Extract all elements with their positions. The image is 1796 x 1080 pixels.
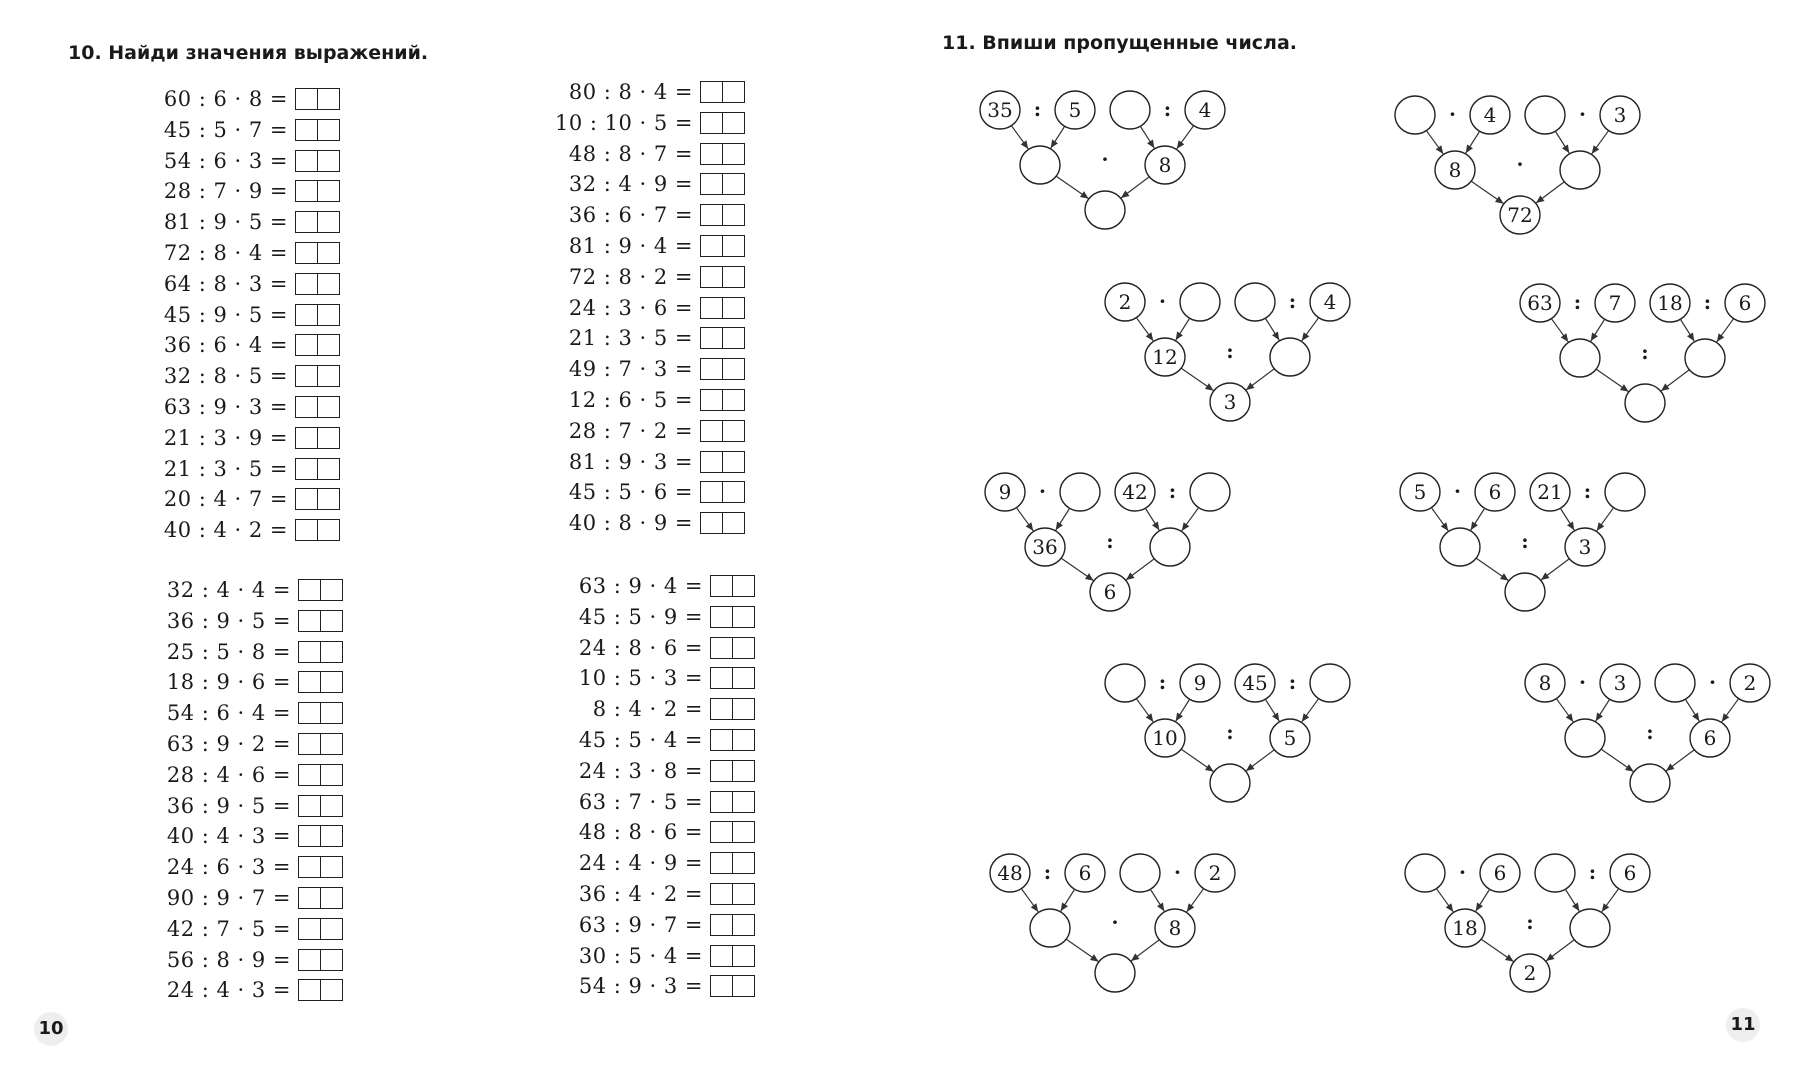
tree-operator: :	[1226, 339, 1234, 363]
tree-node-blank[interactable]	[1685, 339, 1725, 377]
tree-arrowhead	[1246, 382, 1255, 390]
expression-text: 36 : 4 · 2 =	[578, 882, 703, 906]
tree-arrowhead	[1061, 902, 1068, 911]
expression-text: 21 : 3 · 9 =	[163, 425, 288, 450]
tree-arrowhead	[1566, 713, 1574, 722]
tree-arrowhead	[1031, 903, 1039, 912]
tree-arrowhead	[1591, 332, 1598, 341]
tree-node-value: 18	[1452, 916, 1478, 940]
tree-node-value: 12	[1152, 345, 1178, 369]
expression-text: 63 : 9 · 3 =	[163, 395, 288, 419]
tree-arrowhead	[1666, 763, 1675, 771]
number-tree	[1405, 854, 1650, 992]
tree-node-blank[interactable]	[1030, 909, 1070, 947]
tree-arrowhead	[1302, 713, 1310, 722]
expression-text: 24 : 8 · 6 =	[578, 635, 703, 660]
tree-operator: :	[1583, 479, 1592, 503]
number-tree	[985, 473, 1230, 611]
expression-text: 24 : 3 · 6 =	[568, 295, 693, 320]
tree-operator: :	[1288, 289, 1297, 313]
tree-node-value: 8	[1168, 916, 1182, 940]
tree-operator: :	[1033, 97, 1042, 121]
expression-text: 36 : 6 · 7 =	[568, 203, 693, 228]
number-tree	[1105, 283, 1350, 421]
number-tree	[1400, 473, 1645, 611]
expression-text: 49 : 7 · 3 =	[568, 357, 693, 382]
expression-text: 54 : 6 · 3 =	[163, 148, 288, 173]
tree-node-blank[interactable]	[1565, 719, 1605, 757]
tree-operator: ·	[1516, 152, 1524, 176]
tree-operator: ·	[1111, 910, 1119, 934]
tree-node-value: 2	[1208, 861, 1222, 885]
expression-text: 60 : 6 · 8 =	[163, 87, 288, 111]
tree-node-value: 2	[1743, 671, 1757, 695]
tree-node-value: 3	[1613, 103, 1627, 127]
tree-arrowhead	[1567, 521, 1574, 530]
tree-arrowhead	[1441, 522, 1449, 531]
expression-text: 72 : 8 · 2 =	[568, 264, 693, 289]
tree-node-blank[interactable]	[1270, 338, 1310, 376]
tree-node-value: 72	[1507, 203, 1533, 227]
tree-node-blank[interactable]	[1560, 339, 1600, 377]
tree-node-value: 8	[1448, 158, 1462, 182]
tree-node-blank[interactable]	[1210, 764, 1250, 802]
tree-node-blank[interactable]	[1560, 151, 1600, 189]
number-tree	[990, 854, 1235, 992]
tree-arrowhead	[1495, 196, 1504, 203]
expression-text: 32 : 4 · 9 =	[568, 172, 693, 197]
tree-arrowhead	[1302, 332, 1310, 341]
tree-arrowhead	[1592, 145, 1600, 154]
expression-text: 20 : 4 · 7 =	[163, 487, 288, 512]
task-11-title: 11. Впиши пропущенные числа.	[942, 32, 1297, 54]
tree-operator: :	[1168, 479, 1177, 503]
tree-arrowhead	[1205, 764, 1214, 771]
tree-node-value: 4	[1198, 98, 1212, 122]
expression-text: 28 : 7 · 9 =	[163, 179, 288, 204]
expression-text: 32 : 8 · 5 =	[163, 364, 288, 389]
expression-text: 45 : 5 · 9 =	[578, 604, 703, 629]
tree-arrowhead	[1272, 712, 1279, 721]
tree-arrowhead	[1157, 902, 1164, 911]
tree-node-blank[interactable]	[1630, 764, 1670, 802]
tree-arrowhead	[1466, 144, 1473, 153]
tree-operator: :	[1158, 670, 1167, 694]
tree-arrowhead	[1056, 521, 1063, 530]
tree-arrowhead	[1546, 953, 1555, 961]
tree-node-blank[interactable]	[1405, 854, 1445, 892]
tree-node-blank[interactable]	[1235, 283, 1275, 321]
tree-node-value: 6	[1703, 726, 1717, 750]
tree-node-blank[interactable]	[1190, 473, 1230, 511]
number-tree	[1105, 664, 1350, 802]
tree-node-value: 6	[1493, 861, 1507, 885]
tree-node-value: 2	[1118, 290, 1132, 314]
tree-arrowhead	[1147, 139, 1154, 148]
tree-node-blank[interactable]	[1655, 664, 1695, 702]
expression-text: 24 : 4 · 3 =	[166, 978, 291, 1003]
expression-text: 36 : 9 · 5 =	[166, 608, 291, 633]
tree-node-value: 9	[998, 480, 1012, 504]
tree-operator: ·	[1159, 289, 1166, 313]
expression-text: 21 : 3 · 5 =	[163, 456, 288, 481]
tree-node-value: 63	[1527, 291, 1553, 315]
expression-text: 54 : 6 · 4 =	[166, 701, 291, 726]
tree-node-value: 8	[1538, 671, 1552, 695]
expression-text: 10 : 10 · 5 =	[554, 110, 693, 135]
tree-operator: ·	[1579, 102, 1586, 126]
tree-operator: :	[1573, 290, 1582, 314]
tree-node-blank[interactable]	[1060, 473, 1100, 511]
expression-text: 81 : 9 · 3 =	[568, 449, 693, 474]
tree-arrowhead	[1146, 713, 1154, 722]
tree-arrowhead	[1272, 331, 1279, 340]
tree-arrowhead	[1152, 521, 1159, 530]
tree-arrowhead	[1246, 763, 1255, 771]
expression-text: 25 : 5 · 8 =	[166, 639, 291, 664]
tree-operator: ·	[1579, 670, 1586, 694]
tree-node-blank[interactable]	[1120, 854, 1160, 892]
tree-node-value: 4	[1323, 290, 1337, 314]
tree-operator: ·	[1039, 479, 1046, 503]
tree-operator: ·	[1709, 670, 1716, 694]
expression-text: 45 : 5 · 7 =	[163, 117, 288, 142]
expression-text: 81 : 9 · 5 =	[163, 210, 288, 235]
tree-arrowhead	[1080, 191, 1089, 198]
tree-arrowhead	[1661, 383, 1670, 391]
tree-node-value: 21	[1537, 480, 1563, 504]
tree-arrowhead	[1597, 522, 1605, 531]
tree-arrowhead	[1722, 713, 1730, 722]
tree-node-blank[interactable]	[1020, 146, 1060, 184]
tree-node-value: 10	[1152, 726, 1178, 750]
expression-text: 40 : 4 · 2 =	[163, 518, 288, 543]
tree-arrowhead	[1205, 383, 1214, 390]
expression-text: 64 : 8 · 3 =	[163, 271, 288, 296]
expression-text: 30 : 5 · 4 =	[578, 943, 703, 968]
tree-node-value: 6	[1738, 291, 1752, 315]
tree-arrowhead	[1131, 953, 1140, 961]
tree-arrowhead	[1620, 384, 1629, 391]
tree-arrowhead	[1126, 572, 1135, 580]
expression-text: 63 : 9 · 2 =	[166, 732, 291, 756]
expression-text: 24 : 3 · 8 =	[578, 758, 703, 783]
tree-node-blank[interactable]	[1110, 91, 1150, 129]
expression-text: 48 : 8 · 7 =	[568, 141, 693, 166]
tree-node-blank[interactable]	[1625, 384, 1665, 422]
expression-text: 12 : 6 · 5 =	[568, 388, 693, 412]
tree-node-blank[interactable]	[1570, 909, 1610, 947]
tree-node-blank[interactable]	[1095, 954, 1135, 992]
tree-arrowhead	[1717, 333, 1725, 342]
tree-arrowhead	[1541, 572, 1550, 580]
tree-node-value: 36	[1032, 535, 1058, 559]
expression-text: 80 : 8 · 4 =	[568, 80, 693, 104]
expression-text: 63 : 7 · 5 =	[578, 789, 703, 814]
expression-text: 72 : 8 · 4 =	[163, 241, 288, 265]
expression-text: 48 : 8 · 6 =	[578, 820, 703, 845]
tree-node-value: 3	[1578, 535, 1592, 559]
tree-arrowhead	[1176, 712, 1183, 721]
expression-text: 10 : 5 · 3 =	[578, 666, 703, 691]
expression-text: 18 : 9 · 6 =	[166, 670, 291, 695]
tree-arrowhead	[1561, 333, 1569, 342]
tree-node-blank[interactable]	[1085, 191, 1125, 229]
tree-node-blank[interactable]	[1395, 96, 1435, 134]
tree-arrowhead	[1021, 140, 1029, 149]
tree-arrowhead	[1572, 902, 1579, 911]
tree-arrowhead	[1436, 145, 1444, 154]
page-number-right: 11	[1726, 1008, 1760, 1042]
task-10-title: 10. Найди значения выражений.	[68, 42, 429, 64]
tree-node-value: 6	[1488, 480, 1502, 504]
tree-arrowhead	[1146, 332, 1154, 341]
tree-node-value: 6	[1078, 861, 1092, 885]
tree-node-value: 42	[1122, 480, 1148, 504]
tree-node-value: 6	[1623, 861, 1637, 885]
expression-text: 40 : 4 · 3 =	[166, 824, 291, 849]
tree-arrowhead	[1625, 764, 1634, 771]
tree-node-value: 48	[997, 861, 1023, 885]
tree-node-blank[interactable]	[1310, 664, 1350, 702]
tree-operator: :	[1106, 529, 1114, 553]
number-tree	[1520, 284, 1765, 422]
tree-operator: :	[1588, 860, 1597, 884]
tree-node-blank[interactable]	[1605, 473, 1645, 511]
expression-text: 54 : 9 · 3 =	[578, 974, 703, 999]
tree-node-value: 35	[987, 98, 1013, 122]
tree-operator: :	[1163, 97, 1172, 121]
expression-text: 36 : 9 · 5 =	[166, 793, 291, 818]
tree-arrowhead	[1446, 903, 1454, 912]
expression-text: 28 : 7 · 2 =	[568, 418, 693, 443]
tree-node-blank[interactable]	[1105, 664, 1145, 702]
tree-arrowhead	[1085, 573, 1094, 580]
tree-operator: :	[1646, 720, 1654, 744]
tree-operator: ·	[1454, 479, 1461, 503]
tree-arrowhead	[1026, 522, 1034, 531]
expression-text: 32 : 4 · 4 =	[166, 578, 291, 602]
number-tree	[1525, 664, 1770, 802]
tree-arrowhead	[1177, 140, 1185, 149]
expression-text: 56 : 8 · 9 =	[166, 947, 291, 972]
expression-text: 42 : 7 · 5 =	[166, 916, 291, 941]
tree-arrowhead	[1500, 573, 1509, 580]
tree-arrowhead	[1562, 144, 1569, 153]
tree-node-value: 7	[1608, 291, 1622, 315]
tree-arrowhead	[1596, 712, 1603, 721]
expression-text: 21 : 3 · 5 =	[568, 326, 693, 351]
expression-text: 8 : 4 · 2 =	[592, 697, 703, 722]
tree-node-blank[interactable]	[1150, 528, 1190, 566]
tree-node-value: 6	[1103, 580, 1117, 604]
tree-operator: :	[1521, 529, 1529, 553]
expression-text: 45 : 5 · 4 =	[578, 728, 703, 752]
tree-operator: ·	[1449, 102, 1456, 126]
tree-arrowhead	[1121, 190, 1130, 198]
tree-node-value: 3	[1223, 390, 1237, 414]
number-tree	[980, 91, 1225, 229]
tree-node-value: 5	[1413, 480, 1427, 504]
expression-text: 63 : 9 · 4 =	[578, 574, 703, 598]
tree-arrowhead	[1692, 712, 1699, 721]
expression-text: 45 : 5 · 6 =	[568, 480, 693, 505]
tree-node-value: 5	[1283, 726, 1297, 750]
page-number-left: 10	[34, 1012, 68, 1046]
expression-text: 45 : 9 · 5 =	[163, 302, 288, 327]
tree-operator: :	[1641, 340, 1649, 364]
tree-arrowhead	[1505, 954, 1514, 961]
tree-operator: :	[1703, 290, 1712, 314]
expression-text: 36 : 6 · 4 =	[163, 333, 288, 358]
tree-node-blank[interactable]	[1525, 96, 1565, 134]
tree-arrowhead	[1536, 195, 1545, 203]
expression-text: 40 : 8 · 9 =	[568, 511, 693, 536]
tree-arrowhead	[1476, 902, 1483, 911]
tree-node-value: 8	[1158, 153, 1172, 177]
tree-node-value: 18	[1657, 291, 1683, 315]
expression-text: 63 : 9 · 7 =	[578, 912, 703, 937]
tree-arrowhead	[1051, 139, 1058, 148]
expression-text: 90 : 9 · 7 =	[166, 886, 291, 910]
tree-arrowhead	[1187, 903, 1195, 912]
tree-operator: :	[1226, 720, 1234, 744]
tree-arrowhead	[1471, 521, 1478, 530]
tree-arrowhead	[1182, 522, 1190, 531]
tree-node-blank[interactable]	[1440, 528, 1480, 566]
tree-operator: :	[1526, 910, 1534, 934]
tree-operator: :	[1043, 860, 1052, 884]
expression-text: 28 : 4 · 6 =	[166, 762, 291, 787]
tree-node-blank[interactable]	[1535, 854, 1575, 892]
tree-node-value: 3	[1613, 671, 1627, 695]
expression-text: 24 : 6 · 3 =	[166, 855, 291, 880]
tree-operator: ·	[1459, 860, 1466, 884]
tree-node-value: 9	[1193, 671, 1207, 695]
tree-node-value: 45	[1242, 671, 1268, 695]
expression-text: 24 : 4 · 9 =	[578, 851, 703, 876]
tree-arrowhead	[1090, 954, 1099, 961]
tree-node-blank[interactable]	[1505, 573, 1545, 611]
tree-operator: :	[1288, 670, 1297, 694]
expression-text: 81 : 9 · 4 =	[568, 234, 693, 258]
tree-arrowhead	[1602, 903, 1610, 912]
tree-arrowhead	[1176, 331, 1183, 340]
tree-node-value: 2	[1523, 961, 1537, 985]
tree-node-blank[interactable]	[1180, 283, 1220, 321]
tree-node-value: 4	[1483, 103, 1497, 127]
number-tree	[1395, 96, 1640, 234]
tree-node-value: 5	[1068, 98, 1082, 122]
tree-arrowhead	[1687, 332, 1694, 341]
tree-operator: ·	[1174, 860, 1181, 884]
tree-operator: ·	[1101, 147, 1109, 171]
